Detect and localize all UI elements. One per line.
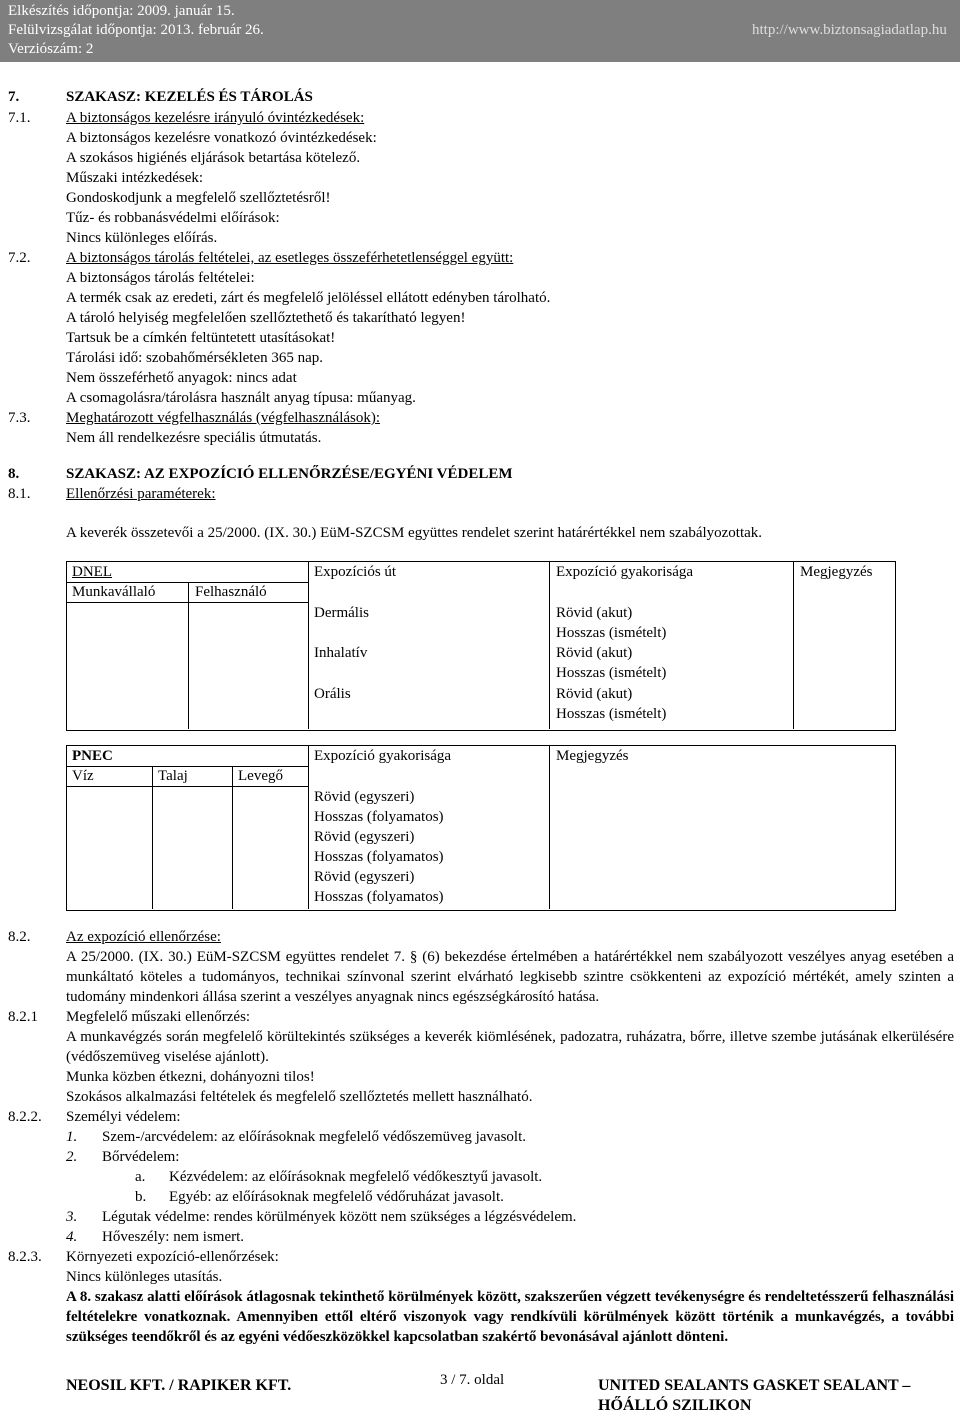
dnel-freq: Hosszas (ismételt) xyxy=(556,665,667,681)
s82-paragraph: A 25/2000. (IX. 30.) EüM-SZCSM együttes rendelet 7. § (6) bekezdése értelmében a határértékkel nem szabályozott veszélyes anyag esetében a munkáltató köteles a tudományos, technikai színvonal szerint elvárható legkisebb szintre csökkenteni az expozíció mértékét, amely szinten a tudomány mindenkori állása szerint a veszélyes anyagnak nincs egészségkárosító hatása. xyxy=(66,949,954,1005)
section-7-number: 7. xyxy=(8,89,20,105)
s71-line: Tűz- és robbanásvédelmi előírások: xyxy=(66,210,280,226)
closing-bold-paragraph: A 8. szakasz alatti előírások átlagosnak tekinthető körülmények között, szakszerűen végzett tevékenységre és rendeltetésszerű felhasználási feltételekre vonatkoznak. Amennyiben ettől eltérő viszonyok vagy rendkívüli körülmények között történik a munkavégzés, a további szükséges teendőkről és az egyéni védőeszközökkel kapcsolatban szakértő bevonásával ajánlott dönteni. xyxy=(66,1289,954,1345)
sublist-letter: b. xyxy=(135,1189,147,1205)
section-8-number: 8. xyxy=(8,466,20,482)
pnec-table xyxy=(66,745,896,911)
pnec-freq: Hosszas (folyamatos) xyxy=(314,849,444,865)
dnel-sub-worker: Munkavállaló xyxy=(72,584,156,600)
s82-title: Az expozíció ellenőrzése: xyxy=(66,929,221,945)
list-item: Hőveszély: nem ismert. xyxy=(102,1229,245,1245)
dnel-sub-user: Felhasználó xyxy=(195,584,267,600)
s823-number: 8.2.3. xyxy=(8,1249,42,1265)
s71-line: A biztonságos kezelésre vonatkozó óvintézkedések: xyxy=(66,130,377,146)
s821-number: 8.2.1 xyxy=(8,1009,38,1025)
pnec-header-note: Megjegyzés xyxy=(556,748,629,764)
dnel-freq: Hosszas (ismételt) xyxy=(556,625,667,641)
s81-number: 8.1. xyxy=(8,486,31,502)
dnel-freq: Rövid (akut) xyxy=(556,645,633,661)
s73-title: Meghatározott végfelhasználás (végfelhasználások): xyxy=(66,410,381,426)
list-item: Bőrvédelem: xyxy=(102,1149,180,1165)
footer-product-line1: UNITED SEALANTS GASKET SEALANT – xyxy=(598,1377,911,1394)
s82-number: 8.2. xyxy=(8,929,31,945)
s72-line: A csomagolásra/tárolásra használt anyag típusa: műanyag. xyxy=(66,390,416,406)
s822-title: Személyi védelem: xyxy=(66,1109,181,1125)
s73-number: 7.3. xyxy=(8,410,31,426)
s821-line: Szokásos alkalmazási feltételek és megfelelő szellőztetés mellett használható. xyxy=(66,1089,533,1105)
page-number: 3 / 7. oldal xyxy=(440,1372,505,1388)
s72-number: 7.2. xyxy=(8,250,31,266)
dnel-header xyxy=(72,562,112,582)
s71-number: 7.1. xyxy=(8,110,31,126)
s81-note: A keverék összetevői a 25/2000. (IX. 30.) EüM-SZCSM együttes rendelet szerint határértékkel nem szabályozottak. xyxy=(66,525,763,541)
s81-title: Ellenőrzési paraméterek: xyxy=(66,486,216,502)
s72-line: A tároló helyiség megfelelően szellőztethető és takarítható legyen! xyxy=(66,310,466,326)
section-7-title: SZAKASZ: KEZELÉS ÉS TÁROLÁS xyxy=(66,89,313,105)
pnec-header-frequency: Expozíció gyakorisága xyxy=(314,748,452,764)
sublist-item: Egyéb: az előírásoknak megfelelő védőruházat javasolt. xyxy=(169,1189,504,1205)
list-number: 1. xyxy=(66,1129,78,1145)
dnel-route: Dermális xyxy=(314,605,369,621)
s72-line: Nem összeférhető anyagok: nincs adat xyxy=(66,370,297,386)
s823-line: Nincs különleges utasítás. xyxy=(66,1269,223,1285)
s71-line: Gondoskodjunk a megfelelő szellőztetésről! xyxy=(66,190,331,206)
sublist-item: Kézvédelem: az előírásoknak megfelelő védőkesztyű javasolt. xyxy=(169,1169,543,1185)
list-number: 3. xyxy=(66,1209,78,1225)
dnel-header-frequency: Expozíció gyakorisága xyxy=(556,564,694,580)
dnel-header-dnel: DNEL xyxy=(72,564,112,580)
s72-line: Tárolási idő: szobahőmérsékleten 365 nap. xyxy=(66,350,324,366)
website-link[interactable]: http://www.biztonsagiadatlap.hu xyxy=(752,22,947,38)
s71-line: Műszaki intézkedések: xyxy=(66,170,204,186)
s823-title: Környezeti expozíció-ellenőrzések: xyxy=(66,1249,279,1265)
s72-line: A termék csak az eredeti, zárt és megfelelő jelöléssel ellátott edényben tárolható. xyxy=(66,290,551,306)
reviewed-date: Felülvizsgálat időpontja: 2013. február 26. xyxy=(8,22,264,38)
pnec-freq: Rövid (egyszeri) xyxy=(314,829,415,845)
version: Verziószám: 2 xyxy=(8,41,94,57)
s71-line: Nincs különleges előírás. xyxy=(66,230,218,246)
s73-line: Nem áll rendelkezésre speciális útmutatás. xyxy=(66,430,322,446)
created-date: Elkészítés időpontja: 2009. január 15. xyxy=(8,3,235,19)
s72-title: A biztonságos tárolás feltételei, az esetleges összeférhetetlenséggel együtt: xyxy=(66,250,514,266)
dnel-header-route: Expozíciós út xyxy=(314,564,397,580)
footer-product-line2: HŐÁLLÓ SZILIKON xyxy=(598,1397,752,1414)
footer-company: NEOSIL KFT. / RAPIKER KFT. xyxy=(66,1377,292,1394)
dnel-table xyxy=(66,561,896,731)
s72-line: A biztonságos tárolás feltételei: xyxy=(66,270,255,286)
dnel-header-note: Megjegyzés xyxy=(800,564,873,580)
pnec-freq: Rövid (egyszeri) xyxy=(314,869,415,885)
sublist-letter: a. xyxy=(135,1169,146,1185)
list-item: Szem-/arcvédelem: az előírásoknak megfelelő védőszemüveg javasolt. xyxy=(102,1129,526,1145)
list-item: Légutak védelme: rendes körülmények között nem szükséges a légzésvédelem. xyxy=(102,1209,577,1225)
dnel-route: Orális xyxy=(314,686,351,702)
s821-title: Megfelelő műszaki ellenőrzés: xyxy=(66,1009,251,1025)
list-number: 2. xyxy=(66,1149,78,1165)
s821-paragraph: A munkavégzés során megfelelő körültekintés szükséges a keverék kiömlésének, padozatra, ruházatra, bőrre, illetve szembe jutásának elkerülésére (védőszemüveg viselése ajánlott). xyxy=(66,1029,954,1065)
pnec-freq: Hosszas (folyamatos) xyxy=(314,889,444,905)
pnec-sub-soil: Talaj xyxy=(158,768,188,784)
pnec-header-pnec: PNEC xyxy=(72,748,113,764)
s822-number: 8.2.2. xyxy=(8,1109,42,1125)
pnec-sub-water: Víz xyxy=(72,768,94,784)
s821-line: Munka közben étkezni, dohányozni tilos! xyxy=(66,1069,315,1085)
dnel-freq: Hosszas (ismételt) xyxy=(556,706,667,722)
dnel-freq: Rövid (akut) xyxy=(556,605,633,621)
pnec-sub-air: Levegő xyxy=(238,768,283,784)
s71-title: A biztonságos kezelésre irányuló óvintézkedések: xyxy=(66,110,365,126)
s72-line: Tartsuk be a címkén feltüntetett utasításokat! xyxy=(66,330,336,346)
dnel-route: Inhalatív xyxy=(314,645,368,661)
pnec-freq: Hosszas (folyamatos) xyxy=(314,809,444,825)
list-number: 4. xyxy=(66,1229,78,1245)
document-header xyxy=(0,0,960,62)
s71-line: A szokásos higiénés eljárások betartása kötelező. xyxy=(66,150,361,166)
dnel-freq: Rövid (akut) xyxy=(556,686,633,702)
pnec-freq: Rövid (egyszeri) xyxy=(314,789,415,805)
section-8-title: SZAKASZ: AZ EXPOZÍCIÓ ELLENŐRZÉSE/EGYÉNI VÉDELEM xyxy=(66,466,513,482)
